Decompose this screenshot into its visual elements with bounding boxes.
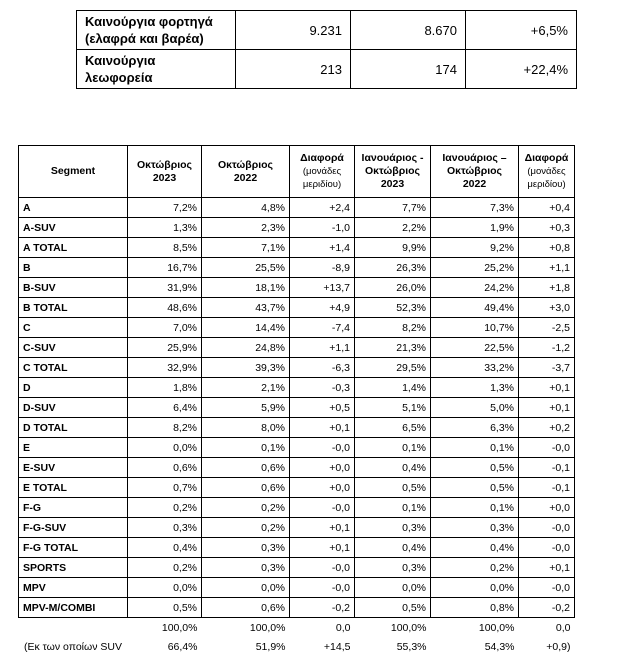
- ytd-2023-cell: 29,5%: [355, 358, 431, 378]
- value-2023-cell: 213: [236, 50, 351, 89]
- difference-month-cell: -0,3: [290, 378, 355, 398]
- difference-month-cell: +0,1: [290, 538, 355, 558]
- ytd-2023-cell: 0,4%: [355, 458, 431, 478]
- header-october-2022: [202, 146, 290, 198]
- segment-cell: SPORTS: [19, 558, 128, 578]
- table-row: [19, 298, 575, 318]
- total-row: [19, 618, 575, 638]
- header-october-2023: [128, 146, 202, 198]
- ytd-2022-cell: 54,3%: [431, 637, 519, 656]
- difference-month-cell: -0,2: [290, 598, 355, 618]
- ytd-2023-cell: 52,3%: [355, 298, 431, 318]
- october-2022-cell: 5,9%: [202, 398, 290, 418]
- header-october-2023-line2: 2023: [153, 172, 176, 184]
- october-2022-cell: 43,7%: [202, 298, 290, 318]
- ytd-2023-cell: 0,4%: [355, 538, 431, 558]
- table-row: [19, 458, 575, 478]
- ytd-2022-cell: 0,4%: [431, 538, 519, 558]
- october-2022-cell: 18,1%: [202, 278, 290, 298]
- ytd-2023-cell: 26,3%: [355, 258, 431, 278]
- difference-month-cell: +0,0: [290, 478, 355, 498]
- difference-ytd-cell: +0,9): [519, 637, 575, 656]
- difference-month-cell: -8,9: [290, 258, 355, 278]
- table-row: [19, 358, 575, 378]
- difference-month-cell: -0,0: [290, 498, 355, 518]
- ytd-2023-cell: 0,0%: [355, 578, 431, 598]
- october-2023-cell: 7,0%: [128, 318, 202, 338]
- ytd-2022-cell: 22,5%: [431, 338, 519, 358]
- segment-cell: C-SUV: [19, 338, 128, 358]
- october-2023-cell: 66,4%: [128, 637, 202, 656]
- segment-cell: A: [19, 198, 128, 218]
- table-row: [19, 578, 575, 598]
- table-row: [19, 318, 575, 338]
- vehicle-type-label-line1: Καινούργια: [85, 53, 155, 68]
- october-2022-cell: 25,5%: [202, 258, 290, 278]
- header-ytd-2023: [355, 146, 431, 198]
- table-row: [19, 378, 575, 398]
- october-2022-cell: 100,0%: [202, 618, 290, 638]
- october-2022-cell: 0,1%: [202, 438, 290, 458]
- ytd-2022-cell: 5,0%: [431, 398, 519, 418]
- difference-month-cell: +0,1: [290, 518, 355, 538]
- new-vehicles-table: [76, 10, 577, 89]
- ytd-2022-cell: 0,1%: [431, 498, 519, 518]
- difference-ytd-cell: +3,0: [519, 298, 575, 318]
- ytd-2023-cell: 100,0%: [355, 618, 431, 638]
- header-ytd-2023-line2: Οκτώβριος: [365, 165, 420, 177]
- table-row: [19, 498, 575, 518]
- ytd-2022-cell: 25,2%: [431, 258, 519, 278]
- table-row: [19, 418, 575, 438]
- segment-cell: D TOTAL: [19, 418, 128, 438]
- october-2023-cell: 0,7%: [128, 478, 202, 498]
- october-2023-cell: 0,0%: [128, 578, 202, 598]
- segment-cell: A-SUV: [19, 218, 128, 238]
- ytd-2023-cell: 0,5%: [355, 478, 431, 498]
- header-ytd-2022: [431, 146, 519, 198]
- new-vehicles-row: [77, 11, 577, 50]
- difference-ytd-cell: -0,1: [519, 458, 575, 478]
- header-ytd-2023-line1: Ιανουάριος -: [362, 152, 424, 164]
- difference-cell: +6,5%: [466, 11, 577, 50]
- ytd-2022-cell: 100,0%: [431, 618, 519, 638]
- october-2022-cell: 14,4%: [202, 318, 290, 338]
- table-row: [19, 238, 575, 258]
- ytd-2023-cell: 1,4%: [355, 378, 431, 398]
- difference-ytd-cell: -0,2: [519, 598, 575, 618]
- value-2022-cell: 174: [351, 50, 466, 89]
- segment-cell: MPV-M/COMBI: [19, 598, 128, 618]
- ytd-2022-cell: 0,0%: [431, 578, 519, 598]
- october-2022-cell: 0,2%: [202, 498, 290, 518]
- ytd-2023-cell: 6,5%: [355, 418, 431, 438]
- segment-cell: E: [19, 438, 128, 458]
- difference-ytd-cell: 0,0: [519, 618, 575, 638]
- segment-table-header-row: [19, 146, 575, 198]
- segment-cell: E-SUV: [19, 458, 128, 478]
- october-2022-cell: 0,6%: [202, 458, 290, 478]
- segment-table-body: [19, 198, 575, 656]
- header-difference-ytd: [519, 146, 575, 198]
- ytd-2022-cell: 9,2%: [431, 238, 519, 258]
- difference-month-cell: +4,9: [290, 298, 355, 318]
- vehicle-type-label: [77, 11, 236, 50]
- ytd-2022-cell: 49,4%: [431, 298, 519, 318]
- october-2023-cell: 0,5%: [128, 598, 202, 618]
- difference-cell: +22,4%: [466, 50, 577, 89]
- segment-cell: E TOTAL: [19, 478, 128, 498]
- difference-month-cell: +1,1: [290, 338, 355, 358]
- ytd-2022-cell: 0,3%: [431, 518, 519, 538]
- segment-cell: F-G: [19, 498, 128, 518]
- october-2022-cell: 2,3%: [202, 218, 290, 238]
- header-difference-month-line2: (μονάδες: [303, 166, 341, 177]
- table-row: [19, 518, 575, 538]
- ytd-2023-cell: 2,2%: [355, 218, 431, 238]
- october-2023-cell: 16,7%: [128, 258, 202, 278]
- october-2022-cell: 0,3%: [202, 558, 290, 578]
- ytd-2022-cell: 10,7%: [431, 318, 519, 338]
- difference-ytd-cell: -0,0: [519, 438, 575, 458]
- ytd-2023-cell: 55,3%: [355, 637, 431, 656]
- table-row: [19, 478, 575, 498]
- table-row: [19, 278, 575, 298]
- segment-cell: B TOTAL: [19, 298, 128, 318]
- segment-cell: D: [19, 378, 128, 398]
- october-2022-cell: 0,2%: [202, 518, 290, 538]
- difference-month-cell: +1,4: [290, 238, 355, 258]
- table-row: [19, 558, 575, 578]
- header-difference-ytd-line2: (μονάδες: [527, 166, 565, 177]
- vehicle-type-label: [77, 50, 236, 89]
- table-row: [19, 538, 575, 558]
- difference-month-cell: -0,0: [290, 578, 355, 598]
- ytd-2022-cell: 1,9%: [431, 218, 519, 238]
- table-row: [19, 438, 575, 458]
- ytd-2022-cell: 0,2%: [431, 558, 519, 578]
- october-2022-cell: 7,1%: [202, 238, 290, 258]
- segment-cell: B-SUV: [19, 278, 128, 298]
- difference-month-cell: -7,4: [290, 318, 355, 338]
- difference-ytd-cell: +1,8: [519, 278, 575, 298]
- difference-month-cell: +14,5: [290, 637, 355, 656]
- october-2023-cell: 0,6%: [128, 458, 202, 478]
- segment-cell: F-G-SUV: [19, 518, 128, 538]
- ytd-2023-cell: 0,3%: [355, 558, 431, 578]
- ytd-2022-cell: 0,5%: [431, 478, 519, 498]
- october-2023-cell: 8,2%: [128, 418, 202, 438]
- header-october-2022-line2: 2022: [234, 172, 257, 184]
- difference-month-cell: +0,5: [290, 398, 355, 418]
- ytd-2022-cell: 0,5%: [431, 458, 519, 478]
- october-2023-cell: 0,0%: [128, 438, 202, 458]
- october-2023-cell: 1,8%: [128, 378, 202, 398]
- ytd-2023-cell: 0,5%: [355, 598, 431, 618]
- difference-ytd-cell: +0,1: [519, 398, 575, 418]
- difference-ytd-cell: +0,3: [519, 218, 575, 238]
- difference-month-cell: -6,3: [290, 358, 355, 378]
- vehicle-type-label-line1: Καινούργια φορτηγά: [85, 14, 213, 29]
- suv-subtotal-row: [19, 637, 575, 656]
- vehicle-type-label-line2: (ελαφρά και βαρέα): [85, 31, 204, 46]
- difference-ytd-cell: +0,8: [519, 238, 575, 258]
- october-2023-cell: 31,9%: [128, 278, 202, 298]
- ytd-2022-cell: 33,2%: [431, 358, 519, 378]
- ytd-2023-cell: 0,1%: [355, 438, 431, 458]
- october-2022-cell: 0,6%: [202, 598, 290, 618]
- header-difference-ytd-line3: μεριδίου): [527, 179, 565, 190]
- new-vehicles-table-body: [77, 11, 577, 89]
- october-2022-cell: 2,1%: [202, 378, 290, 398]
- ytd-2023-cell: 8,2%: [355, 318, 431, 338]
- ytd-2022-cell: 7,3%: [431, 198, 519, 218]
- header-ytd-2023-line3: 2023: [381, 178, 404, 190]
- header-ytd-2022-line2: Οκτώβριος: [447, 165, 502, 177]
- difference-ytd-cell: +0,2: [519, 418, 575, 438]
- table-row: [19, 198, 575, 218]
- ytd-2022-cell: 24,2%: [431, 278, 519, 298]
- october-2023-cell: 0,2%: [128, 498, 202, 518]
- october-2022-cell: 39,3%: [202, 358, 290, 378]
- ytd-2022-cell: 0,1%: [431, 438, 519, 458]
- header-ytd-2022-line1: Ιανουάριος –: [442, 152, 506, 164]
- ytd-2023-cell: 5,1%: [355, 398, 431, 418]
- segment-share-table: [18, 145, 575, 656]
- difference-ytd-cell: -1,2: [519, 338, 575, 358]
- october-2023-cell: 1,3%: [128, 218, 202, 238]
- difference-month-cell: +0,1: [290, 418, 355, 438]
- new-vehicles-row: [77, 50, 577, 89]
- difference-ytd-cell: +0,1: [519, 558, 575, 578]
- segment-cell: C: [19, 318, 128, 338]
- difference-ytd-cell: -0,1: [519, 478, 575, 498]
- october-2023-cell: 0,2%: [128, 558, 202, 578]
- difference-ytd-cell: -0,0: [519, 538, 575, 558]
- header-difference-month: [290, 146, 355, 198]
- october-2022-cell: 0,6%: [202, 478, 290, 498]
- segment-cell: C TOTAL: [19, 358, 128, 378]
- segment-cell: D-SUV: [19, 398, 128, 418]
- october-2022-cell: 24,8%: [202, 338, 290, 358]
- october-2022-cell: 8,0%: [202, 418, 290, 438]
- header-difference-month-line3: μεριδίου): [303, 179, 341, 190]
- header-difference-month-line1: Διαφορά: [300, 152, 344, 164]
- table-row: [19, 598, 575, 618]
- header-difference-ytd-line1: Διαφορά: [525, 152, 569, 164]
- october-2023-cell: 6,4%: [128, 398, 202, 418]
- difference-month-cell: -0,0: [290, 558, 355, 578]
- october-2022-cell: 4,8%: [202, 198, 290, 218]
- segment-cell: MPV: [19, 578, 128, 598]
- difference-month-cell: +2,4: [290, 198, 355, 218]
- segment-cell: (Εκ των οποίων SUV: [19, 637, 128, 656]
- table-row: [19, 338, 575, 358]
- ytd-2023-cell: 0,1%: [355, 498, 431, 518]
- segment-cell: B: [19, 258, 128, 278]
- segment-cell: A TOTAL: [19, 238, 128, 258]
- header-october-2022-line1: Οκτώβριος: [218, 159, 273, 171]
- table-row: [19, 258, 575, 278]
- ytd-2022-cell: 0,8%: [431, 598, 519, 618]
- value-2022-cell: 8.670: [351, 11, 466, 50]
- october-2023-cell: 25,9%: [128, 338, 202, 358]
- difference-ytd-cell: -3,7: [519, 358, 575, 378]
- difference-ytd-cell: +1,1: [519, 258, 575, 278]
- october-2023-cell: 8,5%: [128, 238, 202, 258]
- vehicle-type-label-line2: λεωφορεία: [85, 70, 152, 85]
- october-2022-cell: 51,9%: [202, 637, 290, 656]
- header-segment: Segment: [19, 146, 128, 198]
- table-row: [19, 398, 575, 418]
- value-2023-cell: 9.231: [236, 11, 351, 50]
- ytd-2023-cell: 9,9%: [355, 238, 431, 258]
- ytd-2022-cell: 1,3%: [431, 378, 519, 398]
- difference-month-cell: +13,7: [290, 278, 355, 298]
- difference-month-cell: 0,0: [290, 618, 355, 638]
- october-2022-cell: 0,3%: [202, 538, 290, 558]
- segment-cell: [19, 618, 128, 638]
- header-october-2023-line1: Οκτώβριος: [137, 159, 192, 171]
- october-2023-cell: 100,0%: [128, 618, 202, 638]
- difference-ytd-cell: +0,1: [519, 378, 575, 398]
- october-2023-cell: 48,6%: [128, 298, 202, 318]
- difference-month-cell: -1,0: [290, 218, 355, 238]
- table-row: [19, 218, 575, 238]
- ytd-2023-cell: 26,0%: [355, 278, 431, 298]
- ytd-2023-cell: 21,3%: [355, 338, 431, 358]
- october-2023-cell: 0,4%: [128, 538, 202, 558]
- difference-ytd-cell: +0,0: [519, 498, 575, 518]
- ytd-2023-cell: 7,7%: [355, 198, 431, 218]
- ytd-2022-cell: 6,3%: [431, 418, 519, 438]
- ytd-2023-cell: 0,3%: [355, 518, 431, 538]
- october-2022-cell: 0,0%: [202, 578, 290, 598]
- segment-cell: F-G TOTAL: [19, 538, 128, 558]
- difference-ytd-cell: -0,0: [519, 518, 575, 538]
- october-2023-cell: 7,2%: [128, 198, 202, 218]
- october-2023-cell: 32,9%: [128, 358, 202, 378]
- header-ytd-2022-line3: 2022: [463, 178, 486, 190]
- difference-month-cell: +0,0: [290, 458, 355, 478]
- difference-month-cell: -0,0: [290, 438, 355, 458]
- october-2023-cell: 0,3%: [128, 518, 202, 538]
- difference-ytd-cell: -2,5: [519, 318, 575, 338]
- difference-ytd-cell: -0,0: [519, 578, 575, 598]
- difference-ytd-cell: +0,4: [519, 198, 575, 218]
